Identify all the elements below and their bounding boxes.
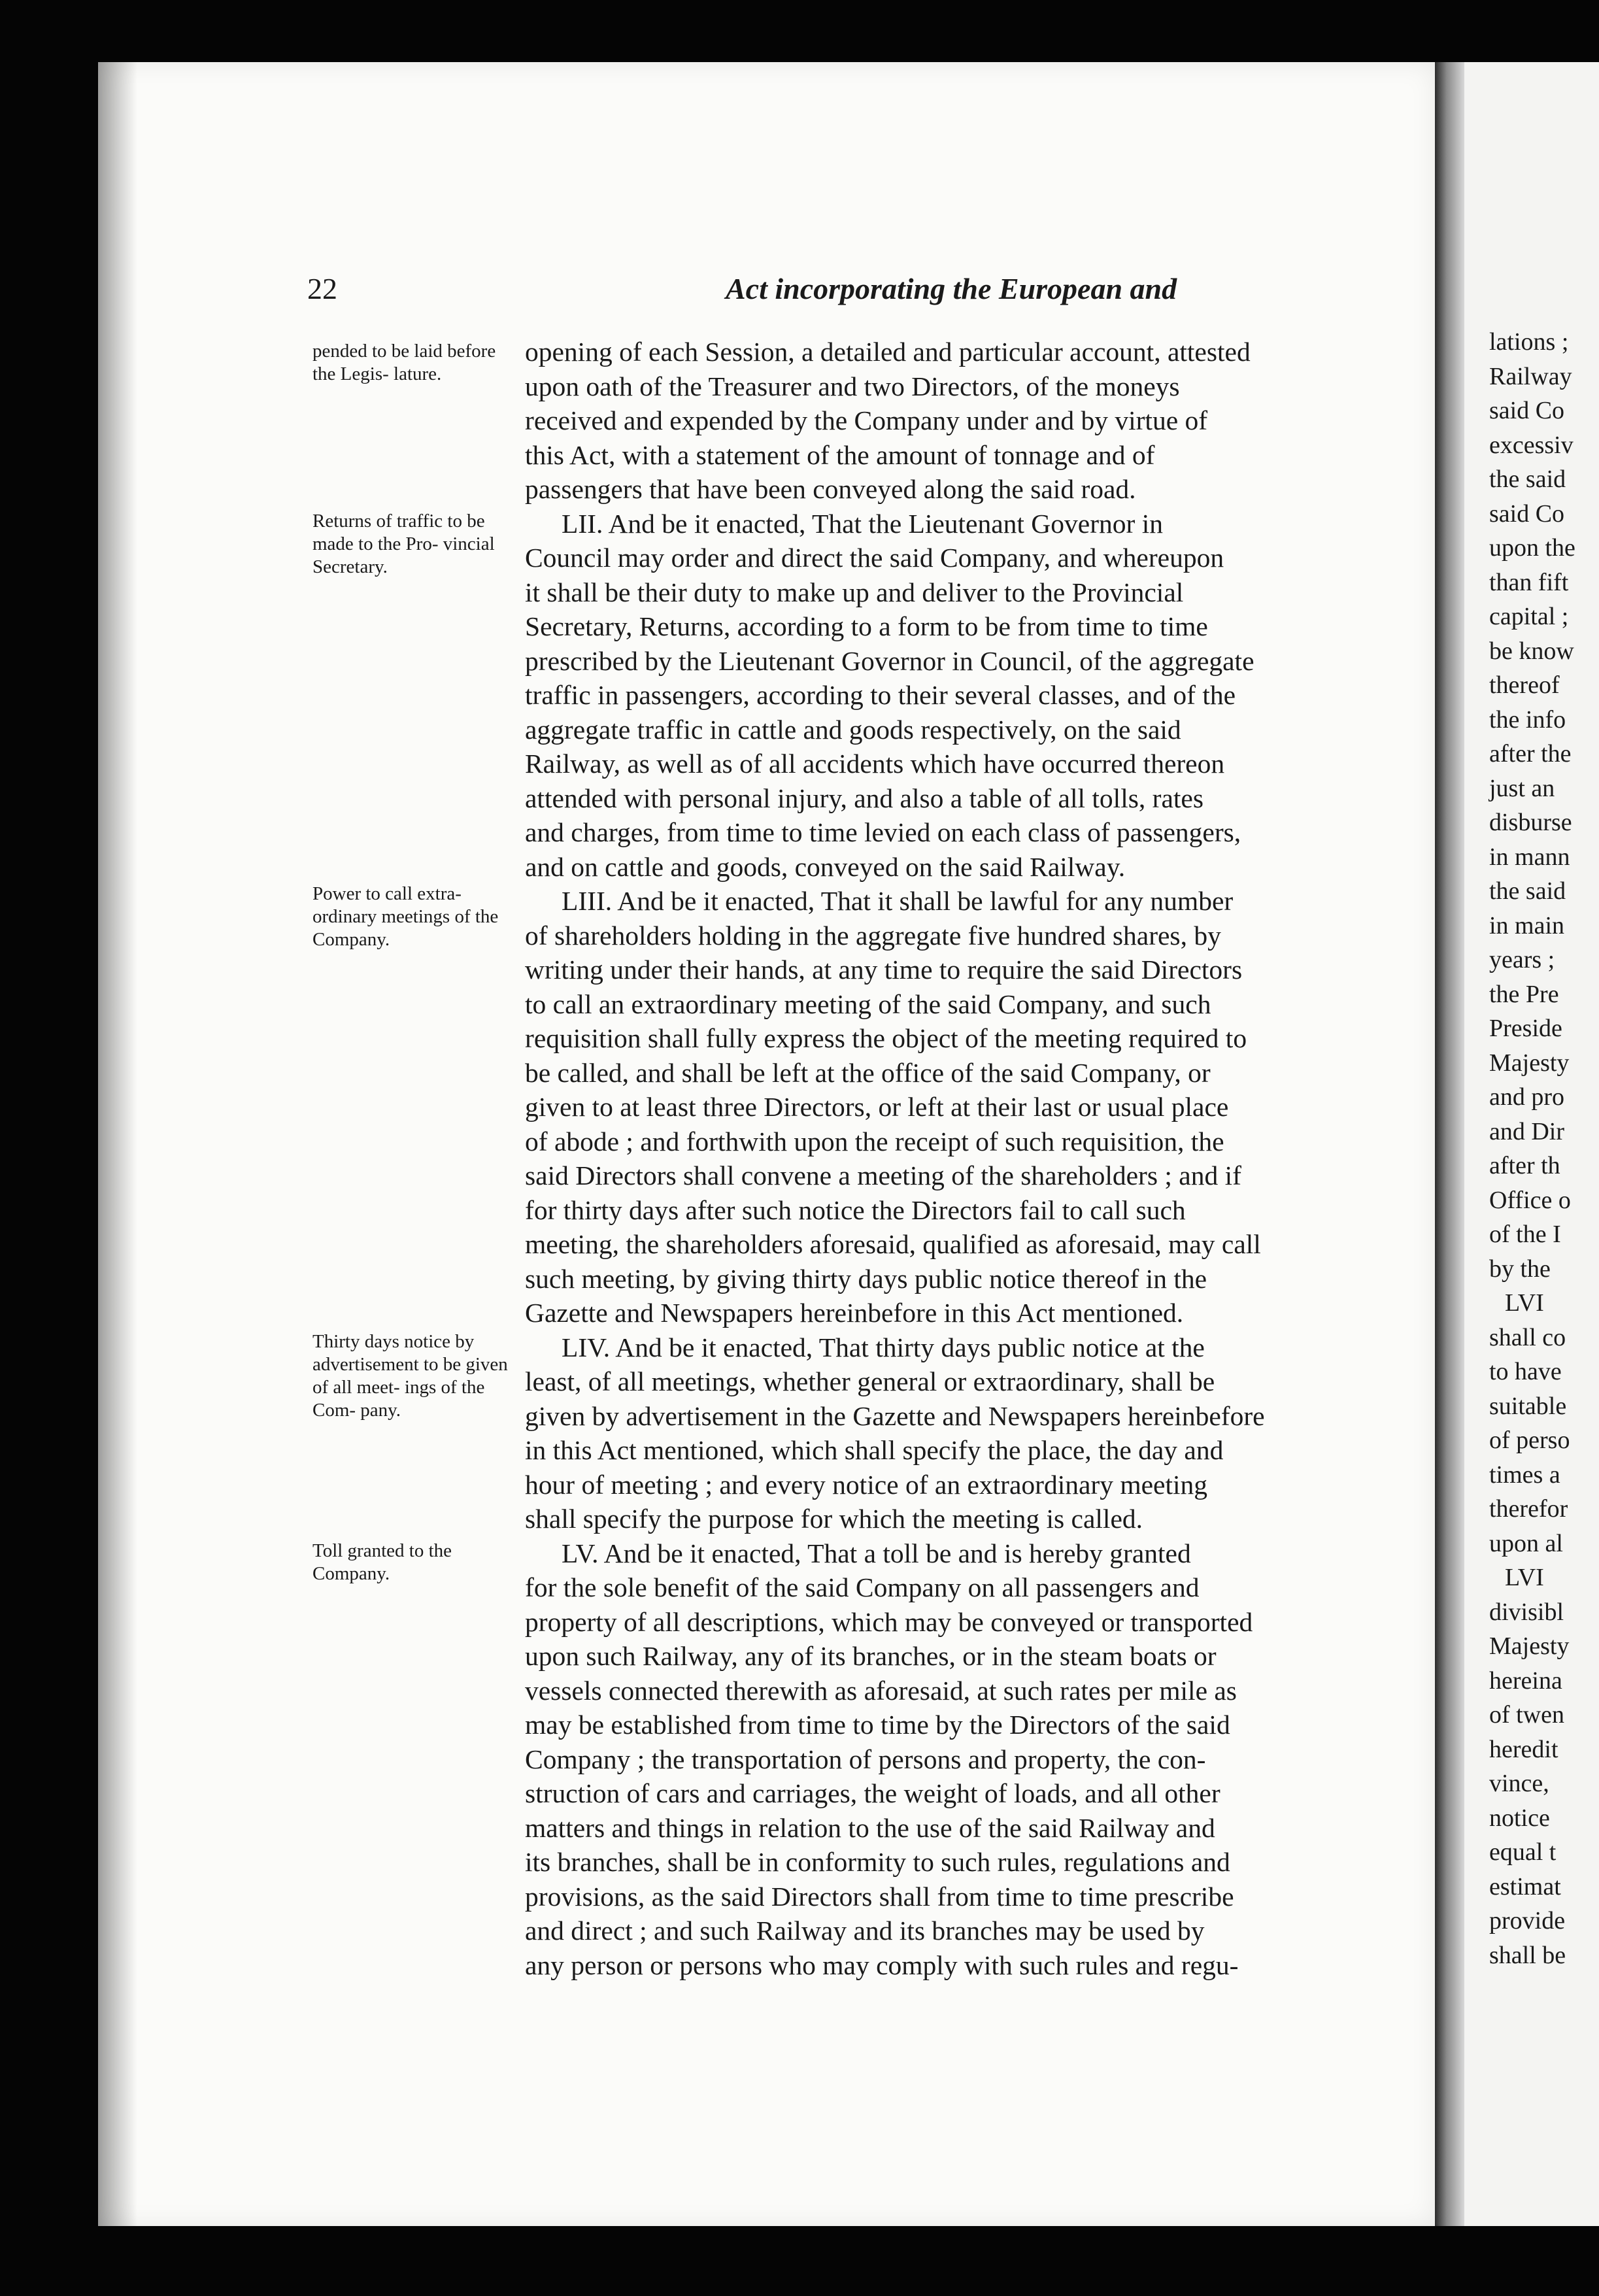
running-head: Act incorporating the European and: [726, 272, 1177, 305]
facing-page-line: LVI: [1505, 1289, 1544, 1317]
body-line: received and expended by the Company under and by virtue of: [525, 405, 1208, 435]
body-line: traffic in passengers, according to their several classes, and of the: [525, 680, 1236, 710]
facing-page-line: Majesty: [1489, 1632, 1570, 1660]
body-line: shall specify the purpose for which the meeting is called.: [525, 1504, 1143, 1534]
facing-page-line: said Co: [1489, 397, 1565, 424]
facing-page-line: Railway: [1489, 362, 1572, 390]
page-number: 22: [307, 272, 337, 305]
facing-page-line: thereof: [1489, 671, 1560, 699]
facing-page-line: just an: [1489, 774, 1555, 802]
facing-page-line: shall be: [1489, 1941, 1566, 1969]
facing-page-line: disburse: [1489, 809, 1572, 836]
facing-page-line: after th: [1489, 1152, 1560, 1179]
facing-page-line: by the: [1489, 1255, 1551, 1283]
body-line: LIII. And be it enacted, That it shall be lawful for any number: [562, 886, 1234, 916]
body-line: requisition shall fully express the object of the meeting required to: [525, 1023, 1247, 1053]
body-line: vessels connected therewith as aforesaid, at such rates per mile as: [525, 1675, 1237, 1706]
facing-page-line: of twen: [1489, 1701, 1565, 1729]
facing-page-line: the said: [1489, 465, 1566, 493]
facing-page-line: hereina: [1489, 1666, 1562, 1695]
body-line: aggregate traffic in cattle and goods respectively, on the said: [525, 714, 1181, 745]
facing-page-line: provide: [1489, 1907, 1566, 1934]
margin-note: Power to call extra- ordinary meetings of the Company.: [312, 883, 499, 950]
body-line: Company ; the transportation of persons and property, the con-: [525, 1744, 1206, 1774]
body-line: said Directors shall convene a meeting of the shareholders ; and if: [525, 1160, 1241, 1190]
margin-note: Thirty days notice by advertisement to be given of all meet- ings of the Com- pany.: [312, 1331, 508, 1421]
facing-page-line: than fift: [1489, 568, 1569, 596]
facing-page-line: notice: [1489, 1804, 1550, 1832]
body-line: and charges, from time to time levied on each class of passengers,: [525, 817, 1241, 847]
body-line: LIV. And be it enacted, That thirty days public notice at the: [562, 1332, 1205, 1362]
body-line: of shareholders holding in the aggregate five hundred shares, by: [525, 920, 1221, 951]
body-line: hour of meeting ; and every notice of an extraordinary meeting: [525, 1469, 1208, 1500]
facing-page-line: divisibl: [1489, 1598, 1564, 1626]
facing-page-line: LVI: [1505, 1564, 1544, 1591]
facing-page-line: excessiv: [1489, 431, 1574, 459]
facing-page-line: and Dir: [1489, 1117, 1565, 1145]
body-line: this Act, with a statement of the amount of tonnage and of: [525, 439, 1155, 470]
body-line: for the sole benefit of the said Company on all passengers and: [525, 1572, 1200, 1602]
facing-page-line: the Pre: [1489, 980, 1559, 1008]
body-line: may be established from time to time by the Directors of the said: [525, 1710, 1230, 1740]
body-line: be called, and shall be left at the office of the said Company, or: [525, 1057, 1211, 1088]
body-line: and on cattle and goods, conveyed on the said Railway.: [525, 851, 1126, 882]
body-line: upon such Railway, any of its branches, or in the steam boats or: [525, 1641, 1217, 1671]
body-line: Gazette and Newspapers hereinbefore in this Act mentioned.: [525, 1298, 1184, 1328]
facing-page: [1464, 62, 1599, 2226]
facing-page-line: vince,: [1489, 1770, 1549, 1797]
margin-note: Toll granted to the Company.: [312, 1540, 452, 1584]
body-line: matters and things in relation to the use of the said Railway and: [525, 1812, 1215, 1843]
facing-page-line: suitable: [1489, 1392, 1567, 1420]
body-line: Secretary, Returns, according to a form to be from time to time: [525, 611, 1208, 641]
body-line: provisions, as the said Directors shall from time to time prescribe: [525, 1881, 1234, 1912]
facing-page-line: the info: [1489, 705, 1566, 734]
facing-page-line: times a: [1489, 1460, 1560, 1489]
facing-page-line: capital ;: [1489, 603, 1569, 630]
body-line: to call an extraordinary meeting of the said Company, and such: [525, 988, 1211, 1019]
body-line: writing under their hands, at any time to require the said Directors: [525, 954, 1243, 985]
body-line: Council may order and direct the said Company, and whereupon: [525, 543, 1224, 573]
body-line: passengers that have been conveyed along the said road.: [525, 474, 1136, 504]
facing-page-line: of perso: [1489, 1427, 1570, 1454]
facing-page-line: Majesty: [1489, 1049, 1570, 1077]
facing-page-line: lations ;: [1489, 328, 1569, 356]
facing-page-line: Preside: [1489, 1015, 1562, 1042]
body-line: attended with personal injury, and also a table of all tolls, rates: [525, 783, 1203, 813]
facing-page-line: said Co: [1489, 499, 1565, 528]
facing-page-line: equal t: [1489, 1838, 1557, 1866]
body-line: LII. And be it enacted, That the Lieutenant Governor in: [562, 508, 1163, 539]
body-line: its branches, shall be in conformity to such rules, regulations and: [525, 1847, 1230, 1877]
body-line: opening of each Session, a detailed and particular account, attested: [525, 337, 1251, 367]
facing-page-line: and pro: [1489, 1083, 1565, 1111]
facing-page-line: in main: [1489, 911, 1565, 939]
body-line: given by advertisement in the Gazette and Newspapers hereinbefore: [525, 1400, 1265, 1431]
book-gutter: [1435, 62, 1464, 2226]
facing-page-line: be know: [1489, 637, 1574, 665]
body-line: in this Act mentioned, which shall specify the place, the day and: [525, 1435, 1224, 1465]
facing-page-line: upon the: [1489, 534, 1575, 562]
body-line: struction of cars and carriages, the weight of loads, and all other: [525, 1778, 1220, 1808]
facing-page-line: Office o: [1489, 1186, 1571, 1214]
body-line: Railway, as well as of all accidents which have occurred thereon: [525, 749, 1225, 779]
facing-page-line: of the I: [1489, 1221, 1561, 1248]
facing-page-line: estimat: [1489, 1872, 1561, 1900]
body-line: any person or persons who may comply with such rules and regu-: [525, 1950, 1239, 1980]
facing-page-line: shall co: [1489, 1323, 1566, 1351]
body-line: it shall be their duty to make up and deliver to the Provincial: [525, 577, 1184, 607]
body-line: given to at least three Directors, or left at their last or usual place: [525, 1092, 1229, 1122]
body-line: prescribed by the Lieutenant Governor in Council, of the aggregate: [525, 645, 1254, 676]
body-line: for thirty days after such notice the Directors fail to call such: [525, 1194, 1186, 1225]
facing-page-line: in mann: [1489, 843, 1570, 871]
body-line: property of all descriptions, which may be conveyed or transported: [525, 1606, 1253, 1637]
facing-page-line: the said: [1489, 877, 1566, 905]
facing-page-line: to have: [1489, 1358, 1562, 1385]
facing-page-line: heredit: [1489, 1735, 1558, 1763]
body-line: and direct ; and such Railway and its branches may be used by: [525, 1916, 1205, 1946]
body-line: of abode ; and forthwith upon the receipt of such requisition, the: [525, 1126, 1224, 1156]
page-edge-shadow: [98, 62, 137, 2226]
facing-page-line: upon al: [1489, 1529, 1563, 1557]
body-line: such meeting, by giving thirty days public notice thereof in the: [525, 1263, 1207, 1294]
body-line: upon oath of the Treasurer and two Directors, of the moneys: [525, 371, 1180, 401]
body-line: meeting, the shareholders aforesaid, qualified as aforesaid, may call: [525, 1229, 1261, 1259]
facing-page-line: years ;: [1489, 946, 1555, 973]
facing-page-line: therefor: [1489, 1495, 1568, 1523]
margin-note: pended to be laid before the Legis- lature.: [312, 341, 496, 384]
margin-note: Returns of traffic to be made to the Pro- vincial Secretary.: [312, 511, 495, 577]
body-line: least, of all meetings, whether general or extraordinary, shall be: [525, 1366, 1215, 1396]
facing-page-line: after the: [1489, 740, 1572, 768]
body-line: LV. And be it enacted, That a toll be and is hereby granted: [562, 1538, 1191, 1568]
